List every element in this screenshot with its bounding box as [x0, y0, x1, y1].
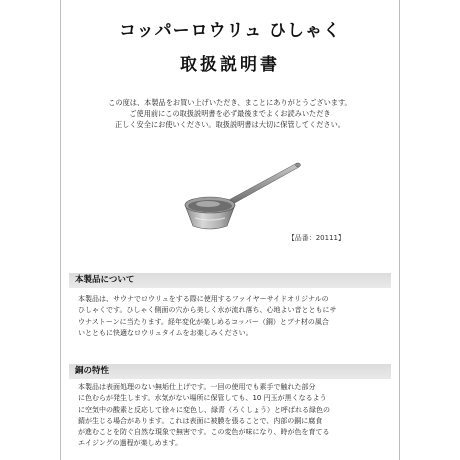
body-line: いとともに快適なロウリュタイムをお楽しみください。 — [78, 328, 253, 337]
body-line: に空気中の酸素と反応して徐々に変色し、緑青（ろくしょう）と呼ばれる緑色の — [78, 405, 330, 414]
section-body-about — [78, 294, 388, 339]
body-line: が進むことを防ぐ自然な現象で無害です。この変色が味になり、時が色を育てる — [78, 428, 330, 437]
section-heading-about: 本製品について — [69, 273, 391, 288]
body-line: ひしゃくです。ひしゃく側面の穴から美しく水が流れ落ち、心地よい音とともにサ — [78, 306, 337, 315]
document-title: コッパーロウリュ ひしゃく — [118, 21, 342, 41]
body-line: 本製品は表面処理のない無垢仕上げです。一回の使用でも素手で触れた部分 — [78, 383, 316, 391]
body-line: エイジングの過程が楽しめます。 — [78, 439, 183, 448]
product-code-caption: 【品番：20111】 — [287, 234, 345, 242]
section-heading-copper: 銅の特性 — [69, 364, 391, 379]
intro-text — [80, 97, 380, 130]
intro-line: ご使用前にこの取扱説明書を必ず最後までよくお読みいただき — [129, 109, 331, 118]
body-line: 本製品は、サウナでロウリュをする際に使用するファイヤーサイドオリジナルの — [78, 295, 329, 303]
intro-line: 正しく安全にお使いください。取扱説明書は大切に保管してください。 — [114, 120, 345, 129]
body-line: ウナストーンに当たります。経年変化が楽しめるコッパー（銅）とブナ材の風合 — [78, 317, 329, 326]
document-subtitle: 取扱説明書 — [180, 55, 280, 75]
intro-line: この度は、本製品をお買い上げいただき、まことにありがとうございます。 — [108, 98, 352, 107]
body-line: に色むらが発生します。水気がない場所に保管しても、10 円玉が黒くなるよう — [78, 394, 327, 403]
ladle-product-image — [175, 160, 305, 232]
section-body-copper — [78, 382, 388, 450]
body-line: 錆が生じる場合があります。これは表面に被膜を張ることで、内部の銅に腐食 — [78, 416, 323, 425]
